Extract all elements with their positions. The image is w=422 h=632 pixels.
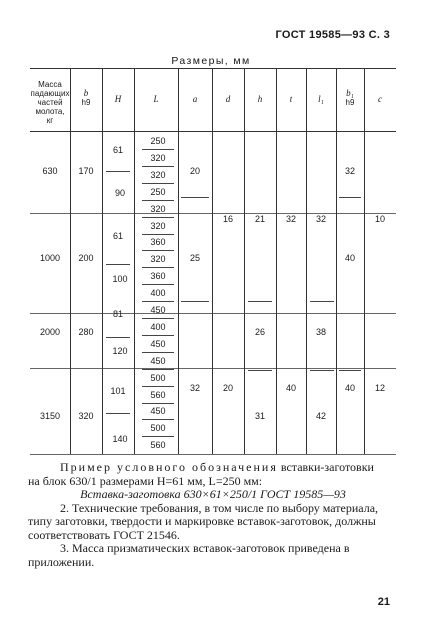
cell-H: 61 [112, 145, 124, 155]
cell-L: 320 [150, 254, 166, 265]
table-top-rule [30, 68, 396, 69]
L-separator [142, 403, 174, 404]
cell-mass: 2000 [39, 327, 61, 337]
L-separator [142, 419, 174, 420]
cell-H: 101 [110, 386, 126, 396]
mass-item-3: 3. Масса призматических вставок-заготовок приведена в приложении. [28, 541, 350, 569]
header-b1: b₁ h9 [345, 88, 355, 107]
cell-L: 250 [150, 186, 166, 197]
cell-t: 40 [285, 383, 297, 393]
page-number: 21 [377, 596, 390, 608]
cell-L: 320 [150, 203, 166, 214]
cell-L: 360 [150, 271, 166, 282]
cell-l1: 32 [315, 214, 327, 224]
L-separator [142, 149, 174, 150]
cell-mass: 3150 [39, 411, 61, 421]
L-separator [142, 318, 174, 319]
cell-b: 170 [78, 166, 94, 176]
cell-L: 360 [150, 237, 166, 248]
L-separator [142, 166, 174, 167]
cell-L: 450 [150, 338, 166, 349]
L-separator [142, 352, 174, 353]
cell-a: 32 [189, 383, 201, 393]
cell-h: 26 [254, 327, 266, 337]
cell-l1: 38 [315, 327, 327, 337]
cell-H: 61 [112, 231, 124, 241]
group-divider-3 [30, 368, 396, 369]
example-line-1: Пример условного обозначения вставки-заготовки [60, 460, 374, 474]
cell-h: 31 [254, 411, 266, 421]
L-separator [142, 234, 174, 235]
cell-a: 20 [189, 166, 201, 176]
cell-L: 500 [150, 423, 166, 434]
cell-L: 400 [150, 288, 166, 299]
cell-L: 560 [150, 389, 166, 400]
cell-L: 500 [150, 372, 166, 383]
cell-l1: 42 [315, 411, 327, 421]
cell-b: 280 [78, 327, 94, 337]
cell-L: 320 [150, 152, 166, 163]
cell-L: 320 [150, 220, 166, 231]
cell-L: 250 [150, 136, 166, 146]
header-L: L [153, 94, 159, 104]
header-b: b h9 [81, 88, 91, 107]
cell-b1: 40 [344, 383, 356, 393]
header-mass: Масса падающих частей молота, кг [30, 80, 70, 125]
cell-t: 32 [285, 214, 297, 224]
table-header-rule [30, 131, 396, 132]
header-H: H [114, 94, 122, 104]
cell-c: 10 [374, 214, 386, 224]
L-separator [142, 284, 174, 285]
cell-H: 140 [112, 434, 128, 444]
table-caption: Размеры, мм [171, 55, 251, 67]
L-separator [142, 335, 174, 336]
cell-b: 200 [78, 253, 94, 263]
example-designation: Вставка-заготовка 630×61×250/1 ГОСТ 19585—93 [80, 487, 346, 501]
gost-header: ГОСТ 19585—93 С. 3 [275, 29, 390, 41]
cell-b1: 32 [344, 166, 356, 176]
L-separator [142, 369, 174, 370]
cell-L: 450 [150, 406, 166, 417]
table-bottom-rule [30, 454, 396, 455]
cell-H: 81 [112, 309, 124, 319]
L-separator [142, 200, 174, 201]
cell-L: 560 [150, 440, 166, 451]
cell-L: 450 [150, 355, 166, 366]
cell-L: 400 [150, 321, 166, 332]
cell-mass: 1000 [39, 253, 61, 263]
example-line-2: на блок 630/1 размерами H=61 мм, L=250 мм: [28, 473, 263, 488]
cell-h: 21 [254, 214, 266, 224]
L-separator [142, 267, 174, 268]
header-l1: l₁ [318, 94, 324, 104]
cell-b1: 40 [344, 253, 356, 263]
cell-L: 320 [150, 169, 166, 180]
cell-H: 90 [114, 188, 126, 198]
cell-b: 320 [78, 411, 94, 421]
cell-d: 16 [222, 214, 234, 224]
cell-L: 450 [150, 305, 166, 315]
L-separator [142, 183, 174, 184]
header-c: c [378, 94, 382, 104]
group-divider-2 [30, 313, 396, 314]
L-separator [142, 301, 174, 302]
header-t: t [289, 94, 293, 104]
cell-a: 25 [189, 253, 201, 263]
header-a: a [192, 94, 198, 104]
body-text [28, 461, 398, 569]
header-h: h [257, 94, 263, 104]
cell-d: 20 [222, 383, 234, 393]
L-separator [142, 217, 174, 218]
requirements-item-2: 2. Технические требования, в том числе по выбору материала, типу заготовки, твердости и маркировке вставок-заготовок, должны соответствовать ГОСТ 21546. [28, 500, 379, 542]
header-d: d [225, 94, 231, 104]
cell-mass: 630 [42, 166, 58, 176]
L-separator [142, 436, 174, 437]
cell-H: 120 [112, 346, 128, 356]
cell-c: 12 [374, 383, 386, 393]
group-divider-1 [30, 213, 396, 214]
L-separator [142, 250, 174, 251]
L-separator [142, 386, 174, 387]
cell-H: 100 [112, 274, 128, 284]
